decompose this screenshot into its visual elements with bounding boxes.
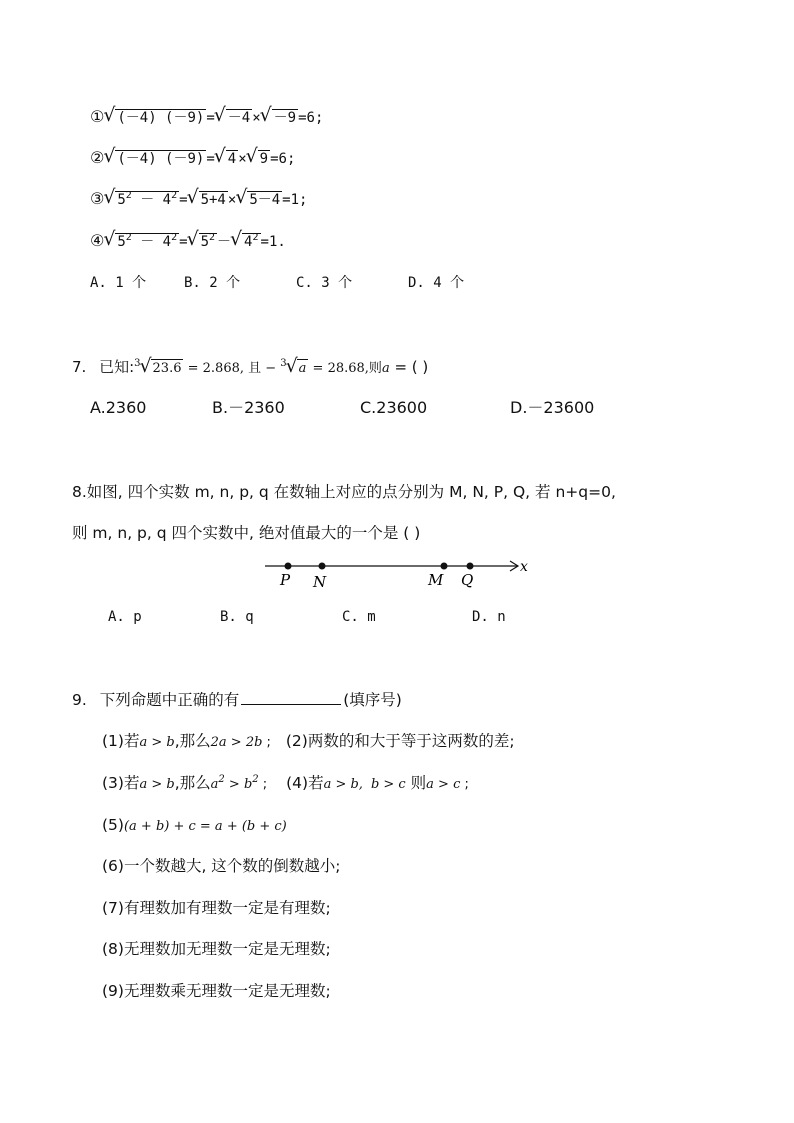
q9-statement-9: (9)无理数乘无理数一定是无理数; [102,982,331,1000]
q6-item-4: ④√ $5^2 - 4^2$ =√ $5^2$ －√ $4^2 =1$. [90,231,286,252]
number-line-figure [260,556,535,594]
q9-statement-8: (8)无理数加无理数一定是无理数; [102,940,331,958]
q6-option-b[interactable]: B. 2 个 [184,275,241,291]
q6-item-2-marker: ② [90,148,105,167]
q7-option-a[interactable]: A.2360 [90,398,147,417]
answer-blank[interactable] [241,690,341,705]
q8-option-d[interactable]: D. n [472,609,506,625]
q9-statement-5: (5)(a + b) + c = a + (b + c) [102,816,287,834]
q8-option-b[interactable]: B. q [220,609,254,625]
q6-option-a[interactable]: A. 1 个 [90,275,147,291]
label-x: x [520,559,528,575]
q7-option-c[interactable]: C.23600 [360,398,428,417]
q7-option-b[interactable]: B.－2360 [212,398,285,417]
q6-item-4-marker: ④ [90,231,105,250]
q6-option-c[interactable]: C. 3 个 [296,275,353,291]
q7-stem: 7. 已知:$^3$√ 23.6 = 2.868, 且 − $^3$√ a = 28.68,则a = ( ) [72,357,428,379]
q7-option-d[interactable]: D.－23600 [510,398,595,417]
point-p [285,563,292,570]
q7-number: 7. [72,358,87,376]
q8-option-a[interactable]: A. p [108,609,142,625]
q8-option-c[interactable]: C. m [342,609,376,625]
q8-line-1: 8.如图, 四个实数 m, n, p, q 在数轴上对应的点分别为 M, N, P, Q, 若 n+q=0, [72,483,616,501]
q6-option-d[interactable]: D. 4 个 [408,275,465,291]
q9-stem: 9. 下列命题中正确的有 (填序号) [72,691,402,709]
q6-item-1: ①√ (－4) (－9) =√ －4 ×√ －9 =6; [90,107,323,128]
q8-line-2: 则 m, n, p, q 四个实数中, 绝对值最大的一个是 ( ) [72,524,421,542]
q9-number: 9. [72,691,87,709]
point-n [319,563,326,570]
q9-statement-7: (7)有理数加有理数一定是有理数; [102,899,331,917]
label-p: P [280,571,291,589]
label-q: Q [461,571,474,589]
q6-item-1-marker: ① [90,107,105,126]
point-q [467,563,474,570]
label-m: M [428,571,444,589]
q6-item-2: ②√ (－4) (－9) =√ 4 ×√ 9 =6; [90,148,295,169]
sqrt-symbol: √ (－4) (－9) [105,108,206,128]
q9-statement-3-4: (3)若a > b,那么$a^2 > b^2$ ; (4)若a > b, b > c 则a > c ; [102,774,469,792]
label-n: N [313,573,327,591]
q6-item-3: ③√ $5^2 - 4^2$ =√ 5+4 ×√ 5－4 =1; [90,189,307,210]
q6-item-3-marker: ③ [90,189,105,208]
q9-statement-6: (6)一个数越大, 这个数的倒数越小; [102,857,341,875]
q9-statement-1-2: (1)若a > b,那么2a > 2b ; (2)两数的和大于等于这两数的差; [102,732,515,750]
point-m [441,563,448,570]
